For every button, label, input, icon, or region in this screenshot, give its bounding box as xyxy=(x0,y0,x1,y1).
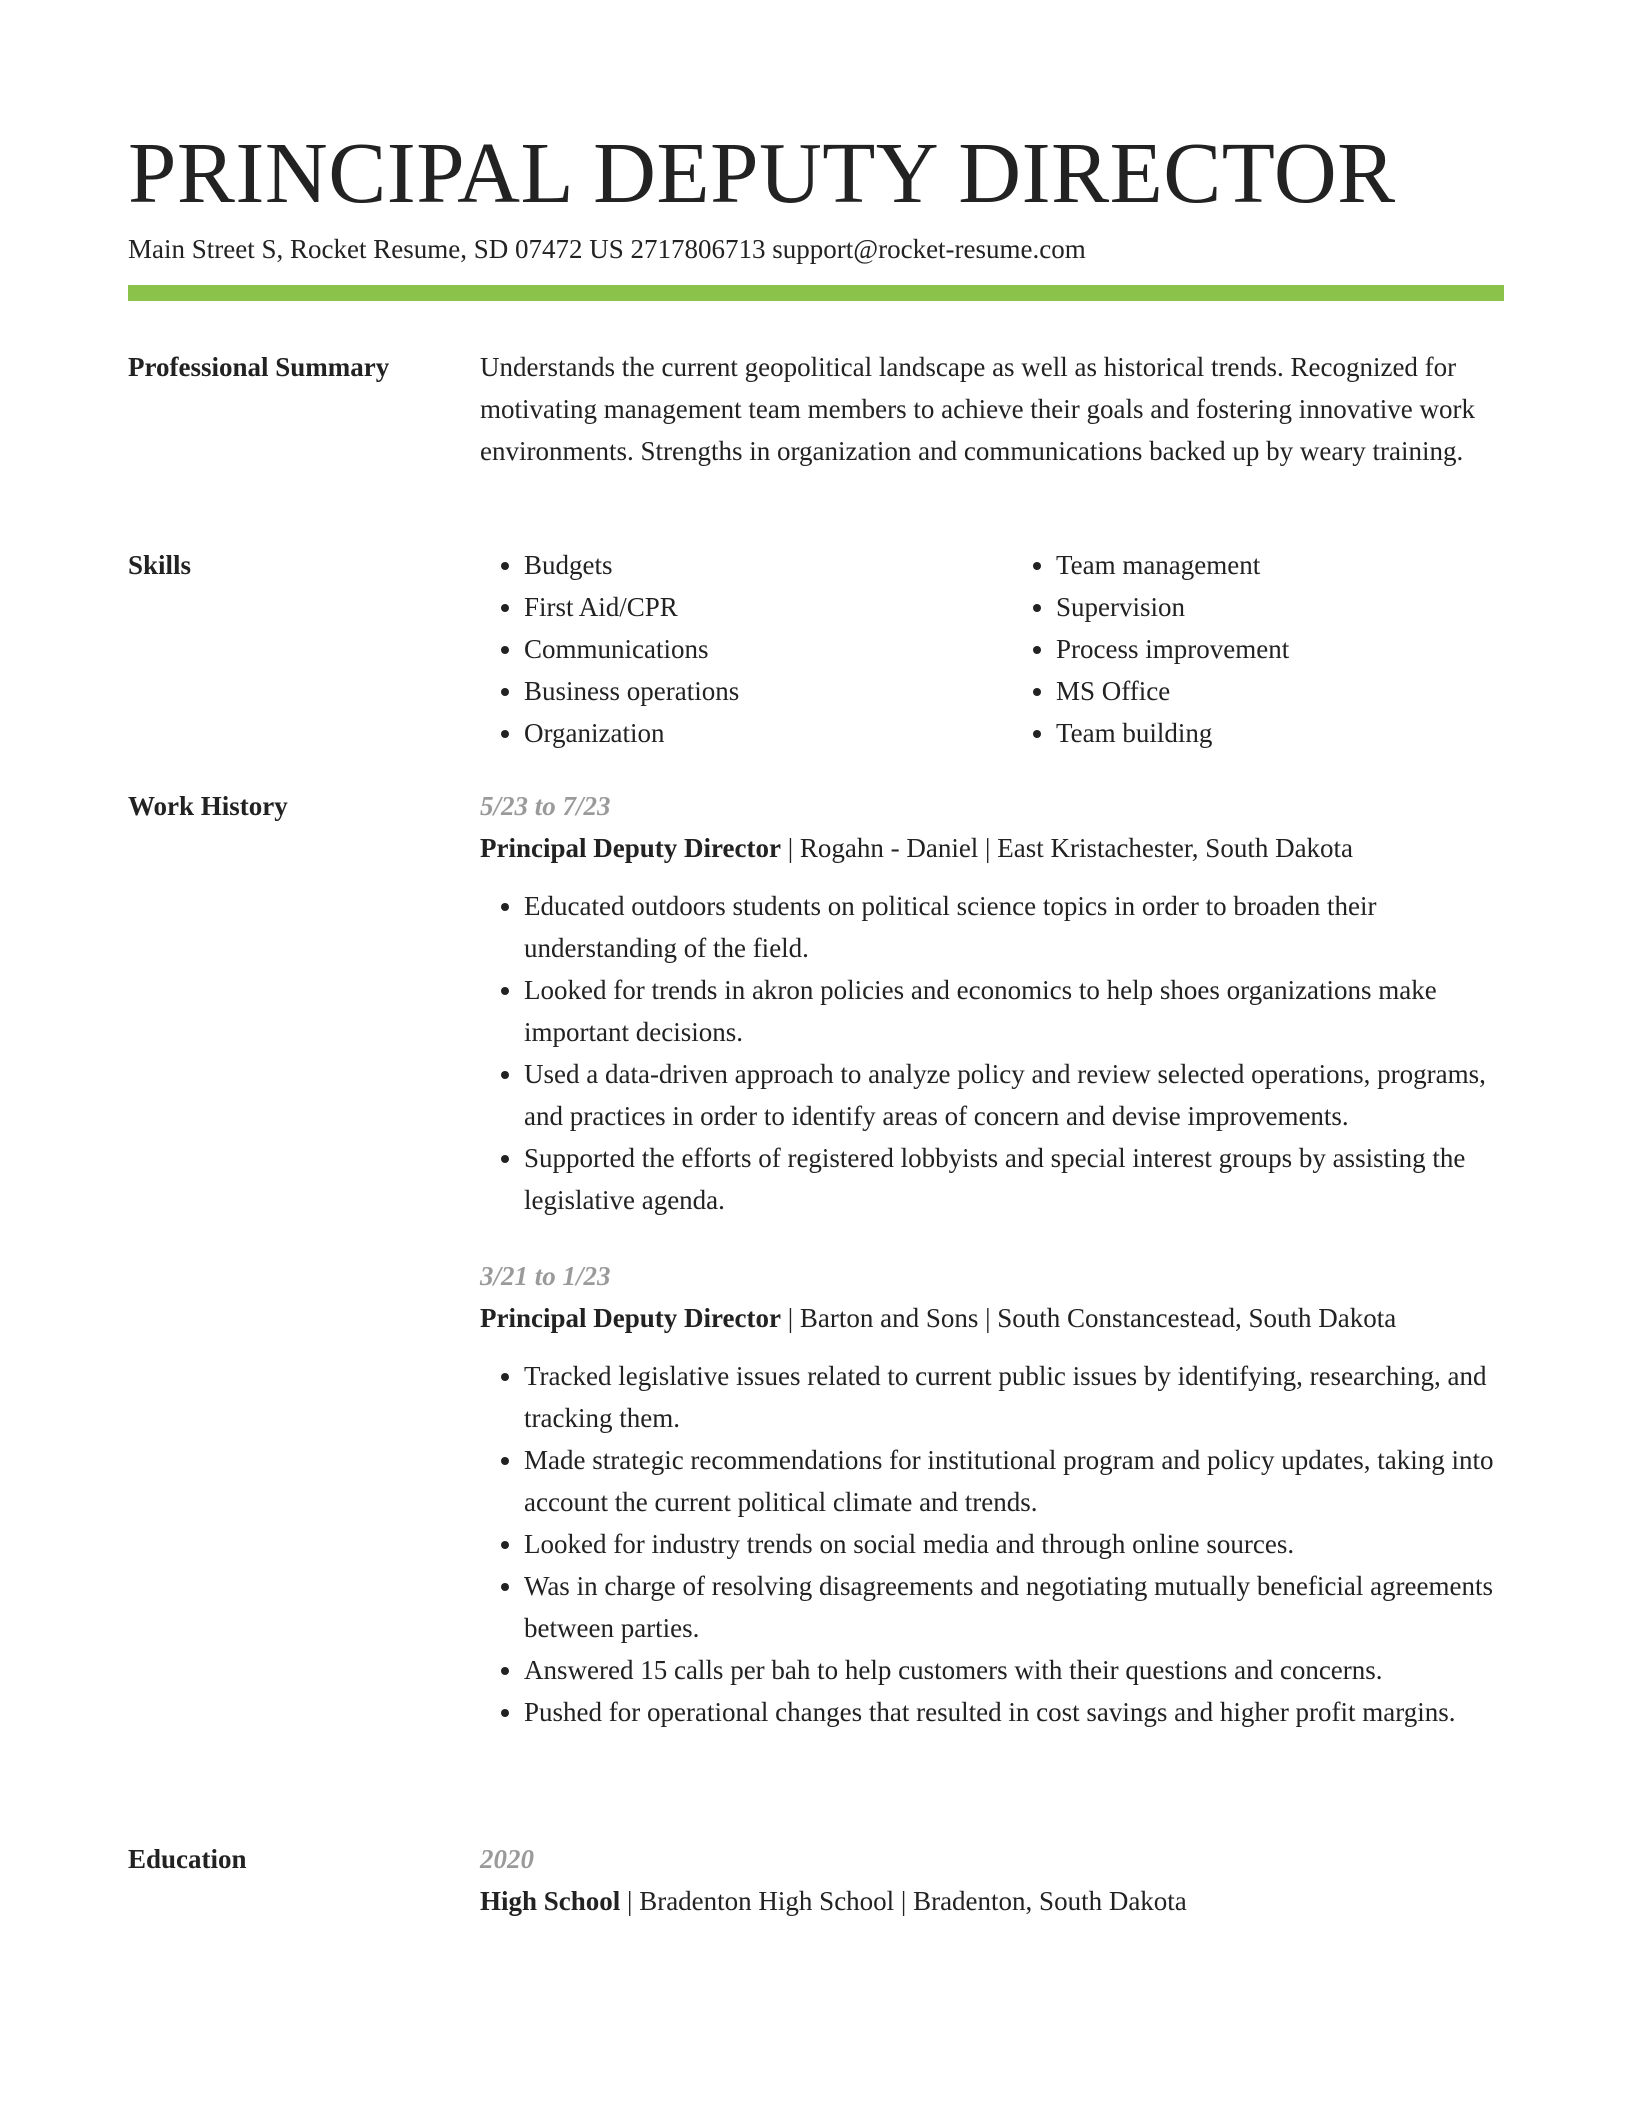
education-date: 2020 xyxy=(480,1844,534,1874)
job-heading xyxy=(480,827,1504,869)
job-bullet: • Supported the efforts of registered lobbyists and special interest groups by assisting the legislative agenda. xyxy=(524,1137,1504,1221)
skill-item: • Budgets xyxy=(524,544,972,586)
skill-item: • Communications xyxy=(524,628,972,670)
skill-item: • Process improvement xyxy=(1056,628,1504,670)
education-heading: Education xyxy=(128,1844,247,1874)
job-date: 5/23 to 7/23 xyxy=(480,791,611,821)
skill-item: • Team management xyxy=(1056,544,1504,586)
skill-item: • MS Office xyxy=(1056,670,1504,712)
job-bullet: • Looked for trends in akron policies and economics to help shoes organizations make important decisions. xyxy=(524,969,1504,1053)
job-entry xyxy=(480,785,1504,1221)
job-bullets xyxy=(480,885,1504,1221)
resume-name: PRINCIPAL DEPUTY DIRECTOR xyxy=(128,124,1396,221)
summary-text: Understands the current geopolitical landscape as well as historical trends. Recognized for motivating management team members to achieve their goals and fostering innovative work environments. Strengths in organization and communications backed up by weary training. xyxy=(480,352,1475,466)
job-employer-location: | Barton and Sons | South Constancestead, South Dakota xyxy=(780,1303,1397,1333)
job-bullets xyxy=(480,1355,1504,1733)
skills-list-right xyxy=(1012,544,1504,754)
job-bullet: • Tracked legislative issues related to current public issues by identifying, researching, and tracking them. xyxy=(524,1355,1504,1439)
job-bullet: • Educated outdoors students on political science topics in order to broaden their understanding of the field. xyxy=(524,885,1504,969)
job-title: Principal Deputy Director xyxy=(480,1303,781,1333)
skill-item: • First Aid/CPR xyxy=(524,586,972,628)
job-title: Principal Deputy Director xyxy=(480,833,781,863)
job-bullet: • Answered 15 calls per bah to help customers with their questions and concerns. xyxy=(524,1649,1504,1691)
job-bullet: • Pushed for operational changes that resulted in cost savings and higher profit margins. xyxy=(524,1691,1504,1733)
skills-heading: Skills xyxy=(128,550,192,580)
job-bullet: • Used a data-driven approach to analyze policy and review selected operations, programs, and practices in order to identify areas of concern and devise improvements. xyxy=(524,1053,1504,1137)
job-employer-location: | Rogahn - Daniel | East Kristachester, South Dakota xyxy=(780,833,1354,863)
skill-item: • Organization xyxy=(524,712,972,754)
job-entry xyxy=(480,1255,1504,1733)
education-degree: High School xyxy=(480,1886,621,1916)
job-bullet: • Made strategic recommendations for institutional program and policy updates, taking into account the current political climate and trends. xyxy=(524,1439,1504,1523)
skill-item: • Team building xyxy=(1056,712,1504,754)
job-bullet: • Looked for industry trends on social media and through online sources. xyxy=(524,1523,1504,1565)
education-heading-line xyxy=(480,1880,1504,1922)
education-school-location: | Bradenton High School | Bradenton, South Dakota xyxy=(620,1886,1187,1916)
job-heading xyxy=(480,1297,1504,1339)
accent-divider xyxy=(128,285,1504,301)
job-bullet: • Was in charge of resolving disagreements and negotiating mutually beneficial agreements between parties. xyxy=(524,1565,1504,1649)
work-history-heading: Work History xyxy=(128,791,288,821)
job-date: 3/21 to 1/23 xyxy=(480,1261,611,1291)
skill-item: • Supervision xyxy=(1056,586,1504,628)
summary-heading: Professional Summary xyxy=(128,352,390,382)
skill-item: • Business operations xyxy=(524,670,972,712)
contact-info: Main Street S, Rocket Resume, SD 07472 US 2717806713 support@rocket-resume.com xyxy=(128,234,1086,264)
skills-list-left xyxy=(480,544,972,754)
